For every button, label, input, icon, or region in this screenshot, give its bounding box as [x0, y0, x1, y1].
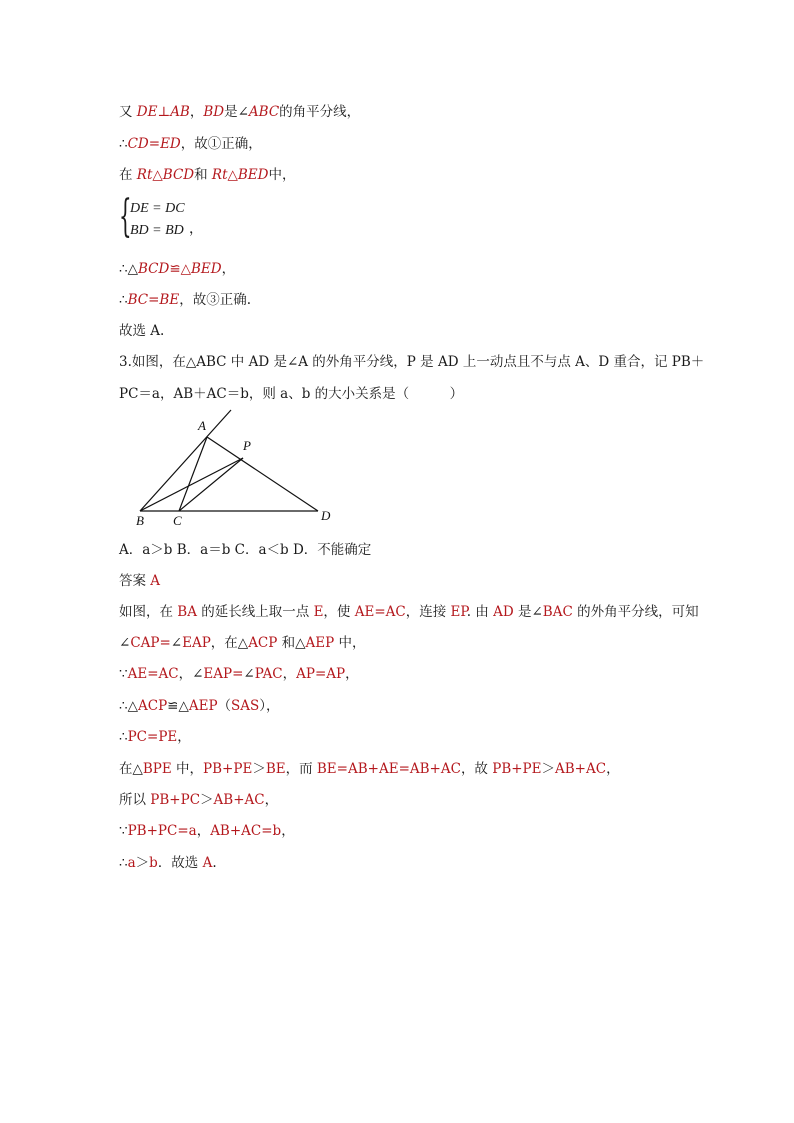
text-segment: AB+AC=b [210, 823, 282, 839]
text-segment: 所以 [119, 792, 151, 808]
text-segment: A [202, 855, 213, 871]
text-segment: BCD [162, 167, 195, 183]
text-segment: . 由 [466, 604, 494, 620]
solution-line [119, 791, 278, 809]
text-segment: 是∠ [513, 604, 543, 620]
text-segment: ， [282, 666, 297, 682]
text-segment: 中， [171, 761, 204, 777]
solution-line [119, 634, 366, 652]
solution-line [119, 854, 217, 872]
text-segment: ，连接 [405, 604, 451, 620]
solution-line [119, 822, 295, 840]
text-segment: 的延长线上取一点 [196, 604, 314, 620]
text-segment: ABC [248, 104, 280, 120]
text-segment: △ [152, 167, 163, 183]
text-segment: BA [177, 604, 197, 620]
text-segment: ≌△ [167, 698, 189, 714]
text-segment: ＞ [252, 761, 266, 777]
text-segment: ∴ [119, 855, 128, 871]
solution-line [119, 760, 620, 778]
text-segment: 的角平分线， [279, 104, 361, 120]
text-segment: ⊥ [157, 104, 171, 120]
text-segment: b [149, 855, 158, 871]
segment-bp [140, 458, 243, 511]
text-segment: ．故选 [157, 855, 203, 871]
text-segment: 在△ [119, 761, 143, 777]
text-segment: AB [170, 104, 190, 120]
text-segment: 3.如图，在△ABC 中 AD 是∠A 的外角平分线，P 是 AD 上一动点且不与点 A、D 重合，记 PB＋ [119, 354, 705, 370]
text-segment: ， [189, 104, 204, 120]
text-segment: a [127, 855, 136, 871]
text-segment: ， [606, 761, 620, 777]
text-segment: ED [160, 136, 181, 152]
text-segment: DE [136, 104, 158, 120]
label-c: C [173, 513, 182, 528]
label-a: A [198, 418, 206, 433]
text-segment: ACP [248, 635, 278, 651]
label-b: B [136, 513, 144, 528]
text-segment: ，∠ [178, 666, 204, 682]
text-segment: AD [493, 604, 514, 620]
text-segment: AP=AP [296, 666, 346, 682]
text-segment: （ [217, 698, 232, 714]
text-line [119, 291, 251, 309]
text-segment: Rt [211, 167, 228, 183]
text-segment: PC＝a，AB＋AC＝b，则 a、b 的大小关系是（ ） [119, 386, 464, 402]
text-segment: ， [177, 729, 191, 745]
answer-line [119, 572, 160, 590]
text-segment: ）， [259, 698, 280, 714]
text-segment: PB+PC [150, 792, 201, 808]
text-segment: 故选 A. [119, 323, 165, 339]
text-segment: EAP [182, 635, 211, 651]
text-segment: ， [281, 823, 295, 839]
text-segment: ，在△ [210, 635, 249, 651]
text-segment: 中， [268, 167, 296, 183]
equation-row: DE = DC [130, 201, 185, 216]
text-segment: ，故 [460, 761, 493, 777]
text-line [119, 135, 262, 153]
question-text [119, 385, 463, 403]
text-segment: ， [221, 261, 236, 277]
text-segment: 如图，在 [119, 604, 178, 620]
equation-row: BD = BD [130, 223, 184, 238]
text-segment: PAC [254, 666, 283, 682]
text-segment: 是∠ [224, 104, 249, 120]
text-segment: BD [203, 104, 225, 120]
text-segment: BC [127, 292, 149, 308]
answer-options [119, 541, 371, 559]
text-line [119, 260, 235, 278]
equation-suffix: ， [189, 222, 203, 237]
label-d: D [321, 508, 331, 523]
text-segment: = [148, 292, 160, 308]
text-segment: AB+AC [555, 761, 607, 777]
text-segment: ，故①正确， [180, 136, 262, 152]
text-segment: AEP [188, 698, 218, 714]
text-segment: ， [264, 792, 279, 808]
text-segment: BE=AB+AE=AB+AC [316, 761, 461, 777]
text-segment: ∴ [119, 292, 128, 308]
text-segment: BED [237, 167, 269, 183]
text-segment: BPE [142, 761, 172, 777]
text-segment: ＞ [541, 761, 555, 777]
text-segment: 的外角平分线，可知 [572, 604, 699, 620]
text-segment: ∴ [119, 136, 128, 152]
text-segment: BAC [542, 604, 573, 620]
solution-line [119, 697, 280, 715]
text-segment: 又 [119, 104, 137, 120]
text-segment: 在 [119, 167, 137, 183]
text-segment: 和 [194, 167, 212, 183]
text-segment: ∴△ [119, 698, 138, 714]
text-segment: EP [450, 604, 467, 620]
text-segment: E [313, 604, 324, 620]
text-segment: ≌△ [169, 261, 192, 277]
text-line [119, 103, 360, 121]
text-segment: = [148, 136, 161, 152]
solution-line [119, 665, 359, 683]
text-segment: ＞ [200, 792, 214, 808]
text-segment: PB+PC=a [127, 823, 197, 839]
text-segment: AEP [305, 635, 335, 651]
text-segment: CAP= [130, 635, 171, 651]
text-segment: ∴△ [119, 261, 138, 277]
segment-ba-extended [140, 410, 231, 511]
text-line [119, 166, 296, 184]
text-segment: SAS [231, 698, 260, 714]
text-segment: ∠ [243, 666, 255, 682]
text-segment: 中， [334, 635, 366, 651]
text-segment: BED [191, 261, 222, 277]
text-segment: ∵ [119, 666, 128, 682]
text-segment: ACP [137, 698, 168, 714]
text-line [119, 322, 164, 340]
text-segment: ∠ [119, 635, 131, 651]
label-p: P [243, 438, 251, 453]
left-brace-icon: { [119, 191, 132, 242]
solution-line [119, 728, 191, 746]
text-segment: ∵ [119, 823, 128, 839]
text-segment: BE [265, 761, 286, 777]
text-segment: PB+PE [203, 761, 253, 777]
question-text [119, 353, 704, 371]
text-segment: 和△ [277, 635, 306, 651]
text-segment: AE=AC [127, 666, 179, 682]
text-segment: BCD [137, 261, 170, 277]
text-segment: . [212, 855, 217, 871]
text-segment: △ [227, 167, 238, 183]
text-segment: ，而 [285, 761, 317, 777]
text-segment: ＞ [135, 855, 150, 871]
text-segment: ∴ [119, 729, 128, 745]
text-segment: AE=AC [354, 604, 406, 620]
text-segment: 答案 [119, 573, 151, 589]
text-segment: A [150, 573, 161, 589]
solution-line [119, 603, 699, 621]
text-segment: ， [196, 823, 211, 839]
text-segment: EAP= [203, 666, 244, 682]
text-segment: ，故③正确. [179, 292, 251, 308]
text-segment: BE [159, 292, 180, 308]
text-segment: ， [345, 666, 359, 682]
geometry-figure [128, 406, 343, 530]
text-segment: ，使 [323, 604, 355, 620]
text-segment: PC=PE [127, 729, 178, 745]
text-segment: CD [127, 136, 149, 152]
text-segment: ∠ [170, 635, 183, 651]
text-segment: A．a＞b B．a＝b C．a＜b D．不能确定 [119, 542, 372, 558]
text-segment: Rt [136, 167, 153, 183]
text-segment: PB+PE [492, 761, 542, 777]
text-segment: AB+AC [213, 792, 265, 808]
